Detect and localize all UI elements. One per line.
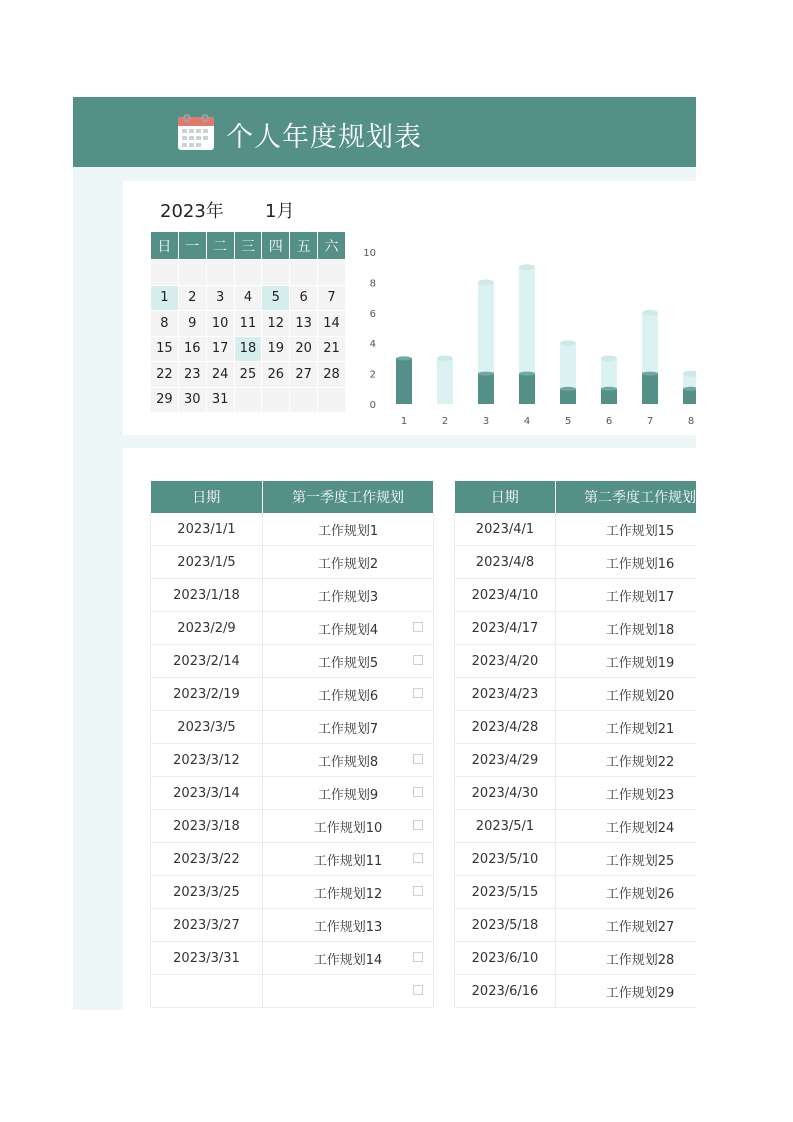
date-cell: 2023/3/27	[151, 909, 263, 942]
calendar-day[interactable]: 26	[262, 362, 290, 388]
plan-cell	[263, 612, 434, 645]
plan-text: 工作规划9	[317, 787, 379, 803]
table-row	[151, 678, 434, 711]
table-row	[455, 513, 725, 546]
plan-cell	[263, 975, 434, 1008]
date-cell: 2023/3/5	[151, 711, 263, 744]
plan-text: 工作规划18	[605, 622, 675, 638]
plan-cell	[263, 513, 434, 546]
calendar-day[interactable]: 10	[206, 311, 234, 337]
calendar-day[interactable]: 25	[234, 362, 262, 388]
date-cell: 2023/1/5	[151, 546, 263, 579]
x-tick-label: 5	[564, 416, 572, 427]
date-cell	[151, 975, 263, 1008]
done-bar	[519, 374, 535, 404]
plan-cell	[263, 678, 434, 711]
done-bar-cap	[560, 387, 576, 391]
plan-cell	[263, 579, 434, 612]
plan-text: 工作规划2	[317, 556, 379, 572]
calendar-day[interactable]	[290, 387, 318, 413]
plan-text: 工作规划8	[317, 754, 379, 770]
plan-text: 工作规划23	[605, 787, 675, 803]
done-checkbox[interactable]	[413, 688, 423, 698]
calendar-week-row	[151, 362, 346, 388]
plan-bar	[642, 313, 658, 374]
calendar-day[interactable]: 11	[234, 311, 262, 337]
done-bar-cap	[642, 372, 658, 376]
done-bar	[478, 374, 494, 404]
table-row	[151, 975, 434, 1008]
plan-cell	[263, 909, 434, 942]
plan-text: 工作规划26	[605, 886, 675, 902]
calendar-day[interactable]: 23	[178, 362, 206, 388]
calendar-day[interactable]	[206, 260, 234, 286]
calendar-day[interactable]	[151, 260, 179, 286]
plan-text: 工作规划13	[313, 919, 383, 935]
calendar-day[interactable]: 3	[206, 285, 234, 311]
date-cell: 2023/1/1	[151, 513, 263, 546]
date-cell: 2023/5/10	[455, 843, 556, 876]
weekday-header: 一	[178, 232, 206, 260]
calendar-day[interactable]: 19	[262, 336, 290, 362]
plan-text: 工作规划10	[313, 820, 383, 836]
x-tick-label: 8	[687, 416, 695, 427]
plan-cell	[263, 942, 434, 975]
done-checkbox[interactable]	[413, 655, 423, 665]
calendar-week-row	[151, 285, 346, 311]
date-cell: 2023/3/25	[151, 876, 263, 909]
weekday-header: 四	[262, 232, 290, 260]
mini-calendar	[150, 231, 346, 413]
calendar-day[interactable]: 30	[178, 387, 206, 413]
plan-cell	[263, 546, 434, 579]
table-row	[151, 579, 434, 612]
calendar-day[interactable]	[234, 387, 262, 413]
calendar-day[interactable]: 24	[206, 362, 234, 388]
calendar-day[interactable]	[318, 260, 346, 286]
calendar-day[interactable]: 15	[151, 336, 179, 362]
done-bar	[560, 389, 576, 404]
calendar-day[interactable]	[262, 260, 290, 286]
done-bar-cap	[478, 372, 494, 376]
done-checkbox[interactable]	[413, 622, 423, 632]
done-checkbox[interactable]	[413, 985, 423, 995]
calendar-day[interactable]: 13	[290, 311, 318, 337]
table-row	[455, 744, 725, 777]
q1-plan-table	[150, 481, 434, 1008]
plan-bar-cap	[437, 355, 453, 361]
table-row	[455, 942, 725, 975]
plan-text: 工作规划15	[605, 523, 675, 539]
calendar-day[interactable]: 2	[178, 285, 206, 311]
plan-cell	[263, 711, 434, 744]
date-cell: 2023/6/10	[455, 942, 556, 975]
calendar-day[interactable]: 8	[151, 311, 179, 337]
page-title: 个人年度规划表	[226, 122, 422, 153]
plan-bar-cap	[601, 355, 617, 361]
date-cell: 2023/5/1	[455, 810, 556, 843]
q2-header-date: 日期	[455, 481, 556, 513]
y-tick-label: 6	[369, 308, 376, 320]
plan-text: 工作规划21	[605, 721, 675, 737]
table-row	[151, 645, 434, 678]
q2-plan-table	[454, 481, 725, 1008]
done-bar	[396, 358, 412, 404]
plan-bar-cap	[519, 264, 535, 270]
plan-bar	[478, 282, 494, 373]
calendar-day[interactable]: 14	[318, 311, 346, 337]
calendar-day[interactable]: 5	[262, 285, 290, 311]
plan-text: 工作规划12	[313, 886, 383, 902]
table-row	[151, 843, 434, 876]
done-checkbox[interactable]	[413, 787, 423, 797]
calendar-day[interactable]: 7	[318, 285, 346, 311]
plan-bar	[437, 358, 453, 404]
calendar-week-row	[151, 336, 346, 362]
plan-cell	[263, 744, 434, 777]
calendar-day[interactable]	[262, 387, 290, 413]
date-cell: 2023/4/28	[455, 711, 556, 744]
table-row	[455, 612, 725, 645]
plan-text: 工作规划22	[605, 754, 675, 770]
calendar-day[interactable]: 22	[151, 362, 179, 388]
done-bar	[683, 389, 696, 404]
plan-text: 工作规划3	[317, 589, 379, 605]
y-tick-label: 0	[369, 400, 376, 411]
done-bar-cap	[396, 356, 412, 360]
header-bar	[73, 97, 696, 167]
plan-text: 工作规划17	[605, 589, 675, 605]
table-row	[151, 876, 434, 909]
plan-bar	[601, 358, 617, 388]
plan-bar	[560, 343, 576, 389]
date-cell: 2023/2/9	[151, 612, 263, 645]
weekday-header: 六	[318, 232, 346, 260]
x-tick-label: 3	[482, 416, 490, 427]
plan-cell	[263, 645, 434, 678]
weekday-header: 三	[234, 232, 262, 260]
weekday-header: 五	[290, 232, 318, 260]
calendar-day[interactable]	[178, 260, 206, 286]
date-cell: 2023/4/17	[455, 612, 556, 645]
year-label: 2023年	[160, 201, 224, 222]
x-tick-label: 6	[605, 416, 613, 427]
calendar-day[interactable]: 28	[318, 362, 346, 388]
plan-text: 工作规划1	[317, 523, 379, 539]
done-checkbox[interactable]	[413, 952, 423, 962]
plan-cell	[263, 810, 434, 843]
date-cell: 2023/6/16	[455, 975, 556, 1008]
plan-text: 工作规划20	[605, 688, 675, 704]
q2-header-plan: 第二季度工作规划	[556, 481, 725, 513]
table-row	[151, 777, 434, 810]
plan-text: 工作规划19	[605, 655, 675, 671]
plan-text: 工作规划28	[605, 952, 675, 968]
month-label: 1月	[265, 201, 295, 222]
plan-text: 工作规划16	[605, 556, 675, 572]
calendar-day[interactable]: 21	[318, 336, 346, 362]
calendar-day[interactable]: 31	[206, 387, 234, 413]
table-row	[455, 909, 725, 942]
date-cell: 2023/4/23	[455, 678, 556, 711]
plan-text: 工作规划25	[605, 853, 675, 869]
table-row	[151, 612, 434, 645]
calendar-day[interactable]: 12	[262, 311, 290, 337]
date-cell: 2023/4/30	[455, 777, 556, 810]
calendar-day[interactable]: 17	[206, 336, 234, 362]
done-bar	[601, 389, 617, 404]
task-bar-chart	[360, 240, 696, 432]
calendar-day[interactable]: 4	[234, 285, 262, 311]
table-row	[151, 546, 434, 579]
table-row	[455, 711, 725, 744]
plan-text: 工作规划14	[313, 952, 383, 968]
plan-cell	[263, 843, 434, 876]
y-tick-label: 2	[369, 369, 376, 381]
plan-text: 工作规划27	[605, 919, 675, 935]
plan-bar-cap	[642, 310, 658, 316]
plan-text: 工作规划24	[605, 820, 675, 836]
plan-text: 工作规划29	[605, 985, 675, 1001]
calendar-day[interactable]	[234, 260, 262, 286]
done-checkbox[interactable]	[413, 820, 423, 830]
calendar-day[interactable]: 16	[178, 336, 206, 362]
done-checkbox[interactable]	[413, 853, 423, 863]
calendar-day[interactable]: 6	[290, 285, 318, 311]
date-cell: 2023/1/18	[151, 579, 263, 612]
table-row	[455, 843, 725, 876]
table-row	[455, 975, 725, 1008]
calendar-week-row	[151, 387, 346, 413]
table-row	[455, 876, 725, 909]
table-row	[455, 645, 725, 678]
calendar-week-row	[151, 311, 346, 337]
x-tick-label: 2	[441, 416, 449, 427]
calendar-week-row	[151, 260, 346, 286]
done-bar	[642, 374, 658, 404]
date-cell: 2023/3/31	[151, 942, 263, 975]
weekday-header: 日	[151, 232, 179, 260]
table-row	[455, 810, 725, 843]
table-row	[151, 744, 434, 777]
done-checkbox[interactable]	[413, 754, 423, 764]
date-cell: 2023/4/20	[455, 645, 556, 678]
plan-cell	[263, 777, 434, 810]
plan-text: 工作规划11	[313, 853, 383, 869]
done-checkbox[interactable]	[413, 886, 423, 896]
table-row	[151, 711, 434, 744]
table-row	[455, 546, 725, 579]
calendar-day[interactable]: 29	[151, 387, 179, 413]
plan-text: 工作规划5	[317, 655, 379, 671]
calendar-day[interactable]	[290, 260, 318, 286]
weekday-header: 二	[206, 232, 234, 260]
table-row	[455, 678, 725, 711]
date-cell: 2023/3/12	[151, 744, 263, 777]
calendar-day[interactable]: 9	[178, 311, 206, 337]
date-cell: 2023/5/18	[455, 909, 556, 942]
x-tick-label: 7	[646, 416, 654, 427]
date-cell: 2023/4/10	[455, 579, 556, 612]
done-bar-cap	[601, 387, 617, 391]
date-cell: 2023/3/22	[151, 843, 263, 876]
table-row	[151, 513, 434, 546]
plan-text: 工作规划4	[317, 622, 379, 638]
done-bar-cap	[519, 372, 535, 376]
q1-header-plan: 第一季度工作规划	[263, 481, 434, 513]
plan-bar-cap	[478, 279, 494, 285]
calendar-day[interactable]: 1	[151, 285, 179, 311]
calendar-day[interactable]: 18	[234, 336, 262, 362]
calendar-day[interactable]: 27	[290, 362, 318, 388]
table-row	[455, 579, 725, 612]
y-tick-label: 4	[369, 339, 376, 351]
calendar-icon	[176, 112, 216, 152]
date-cell: 2023/2/14	[151, 645, 263, 678]
plan-bar-cap	[560, 340, 576, 346]
table-row	[151, 810, 434, 843]
x-tick-label: 4	[523, 416, 531, 427]
q1-header-date: 日期	[151, 481, 263, 513]
x-tick-label: 1	[400, 416, 408, 427]
page-margin	[696, 470, 793, 1030]
table-row	[151, 909, 434, 942]
date-cell: 2023/3/14	[151, 777, 263, 810]
table-row	[151, 942, 434, 975]
date-cell: 2023/3/18	[151, 810, 263, 843]
y-tick-label: 8	[369, 278, 376, 290]
plan-cell	[263, 876, 434, 909]
calendar-day[interactable]: 20	[290, 336, 318, 362]
plan-bar	[519, 267, 535, 373]
date-cell: 2023/4/8	[455, 546, 556, 579]
plan-text: 工作规划6	[317, 688, 379, 704]
plan-text: 工作规划7	[317, 721, 379, 737]
y-tick-label: 10	[363, 248, 376, 259]
date-cell: 2023/4/1	[455, 513, 556, 546]
date-cell: 2023/2/19	[151, 678, 263, 711]
table-row	[455, 777, 725, 810]
calendar-day[interactable]	[318, 387, 346, 413]
date-cell: 2023/5/15	[455, 876, 556, 909]
date-cell: 2023/4/29	[455, 744, 556, 777]
